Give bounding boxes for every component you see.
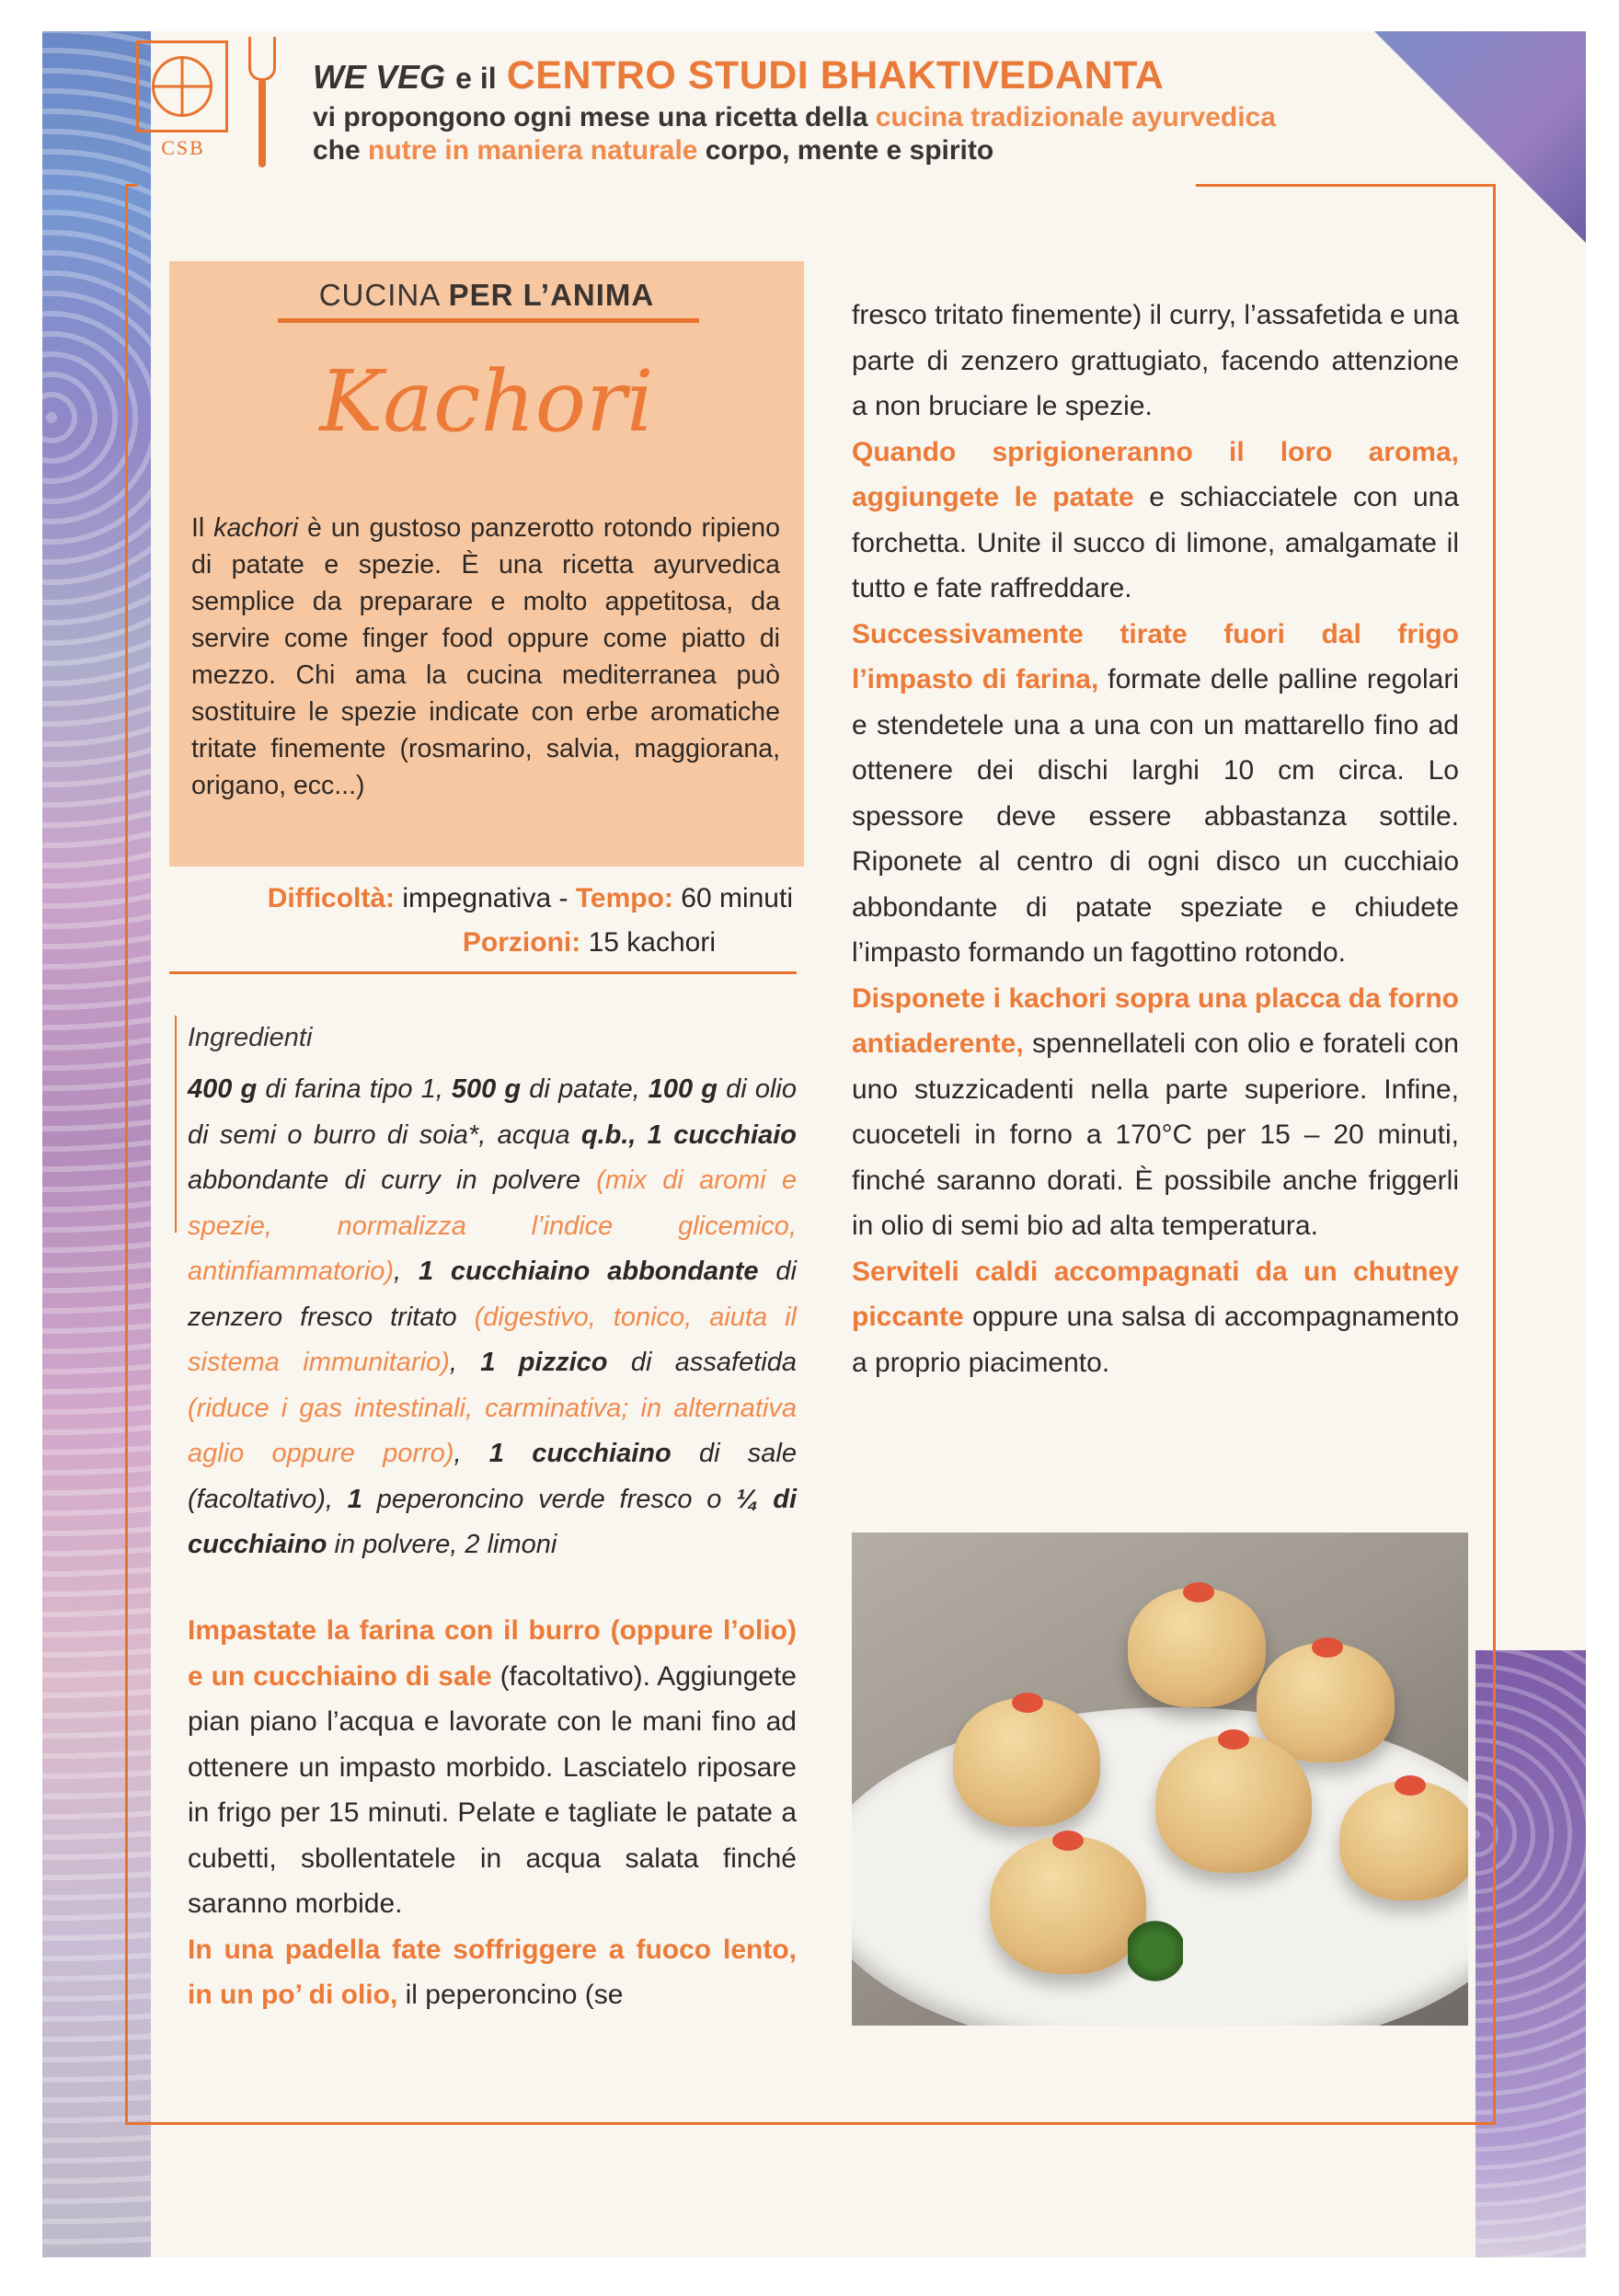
step-heading: Impastate la farina con il burro (oppure l’olio) e un cucchiaino di sale: [188, 1615, 797, 1692]
ingr-part: di farina tipo 1,: [257, 1074, 452, 1104]
intro-body: è un gustoso panzerotto rotondo ripieno di patate e spezie. È una ricetta ayurvedica semplice da preparare e molto appetitosa, da servire come finger food oppure come piatto di mezzo. Chi ama la cucina mediterranea può sostituire le spezie indicate con erbe aromatiche tritate finemente (rosmarino, salvia, maggiorana, origano, ecc...): [191, 513, 781, 800]
header-connector: e il: [455, 62, 497, 95]
step-text: e schiacciatele con una forchetta. Unite il succo di limone, amalgamate il tutto e fate raffreddare.: [852, 482, 1459, 603]
section-underline: [278, 318, 699, 323]
steps-left-column: [188, 1608, 797, 2018]
fork-handle: [258, 79, 266, 167]
kachori-bun: [1339, 1781, 1468, 1900]
ingr-part: 1: [347, 1484, 362, 1514]
step-heading: In una padella fate soffriggere a fuoco lento, in un po’ di olio,: [188, 1934, 797, 2010]
ingr-part: abbondante di curry in polvere: [188, 1165, 597, 1195]
ingredients-title: Ingredienti: [188, 1023, 313, 1052]
header-line2-highlight: cucina tradizionale ayurvedica: [875, 102, 1276, 132]
ingr-part: ¼ di cucchiaino: [188, 1484, 798, 1559]
step-text: spennellateli con olio e forateli con uno stuzzicadenti nella parte superiore. Infine, cuoceteli in forno a 170°C per 15 – 20 minuti, finché saranno dorati. È possibile anche friggerli in olio di semi bio ad alta temperatura.: [852, 1028, 1459, 1241]
step-heading: Successivamente tirate fuori dal frigo l’impasto di farina,: [852, 618, 1459, 695]
header-line2-text: vi propongono ogni mese una ricetta della: [313, 102, 876, 132]
fork-tines: [248, 37, 276, 81]
ingr-part: peperoncino verde fresco o: [362, 1484, 737, 1514]
ingr-part: di patate,: [521, 1074, 649, 1104]
frame-top-left: [125, 184, 138, 187]
ingr-note: (mix di aromi e spezie, normalizza l’indice glicemico, antinfiammatorio): [188, 1165, 797, 1286]
ingr-part: di assafetida: [607, 1348, 798, 1377]
intro-start: Il: [191, 513, 214, 543]
meta-portions: [169, 927, 716, 959]
kachori-bun: [990, 1836, 1146, 1974]
time-label: Tempo:: [575, 883, 673, 913]
step-heading: Disponete i kachori sopra una placca da forno antiaderente,: [852, 982, 1459, 1059]
portions-label: Porzioni:: [462, 927, 581, 958]
difficulty-value: impegnativa -: [395, 883, 576, 913]
ingr-part: ,: [394, 1257, 419, 1286]
header-line3-highlight: nutre in maniera naturale: [368, 135, 698, 166]
header-line3-text: che: [313, 135, 369, 166]
parsley-garnish: [1128, 1919, 1183, 1983]
recipe-title: Kachori: [319, 352, 654, 451]
ingr-part: 400 g: [188, 1074, 258, 1104]
header-title: [313, 53, 1165, 98]
kachori-bun: [1155, 1735, 1312, 1873]
ingredients-list: [188, 1067, 797, 1568]
steps-right-column: [852, 293, 1459, 1385]
ingr-part: q.b., 1 cucchiaio: [580, 1119, 797, 1150]
header-line-2: [313, 101, 1276, 134]
step-heading: Quando sprigioneranno il loro aroma, aggiungete le patate: [852, 436, 1459, 512]
kachori-bun: [953, 1698, 1100, 1827]
meta-divider: [169, 971, 797, 974]
ingr-note: (riduce i gas intestinali, carminativa; in alternativa aglio oppure porro): [188, 1393, 797, 1468]
intro-box: [169, 261, 804, 867]
step-text: fresco tritato finemente) il curry, l’assafetida e una parte di zenzero grattugiato, facendo attenzione a non bruciare le spezie.: [852, 300, 1459, 421]
centro-studi-title: CENTRO STUDI BHAKTIVEDANTA: [506, 53, 1165, 98]
difficulty-label: Difficoltà:: [267, 883, 396, 913]
logo-frame: [136, 40, 228, 132]
section-label: [169, 278, 804, 313]
ingr-part: di sale (facoltativo),: [188, 1439, 797, 1514]
ingr-part: ,: [454, 1439, 489, 1468]
section-label-light: CUCINA: [318, 278, 449, 312]
ingr-part: in polvere, 2 limoni: [327, 1530, 557, 1559]
time-value: 60 minuti: [672, 883, 793, 913]
step-text: oppure una salsa di accompagnamento a proprio piacimento.: [852, 1302, 1459, 1378]
meta-difficulty-time: [169, 883, 793, 914]
section-label-bold: PER L’ANIMA: [448, 278, 655, 312]
ingr-part: 100 g: [648, 1074, 718, 1104]
ingr-part: ,: [449, 1348, 481, 1377]
kachori-photo: [852, 1533, 1468, 2026]
intro-kachori: kachori: [213, 513, 299, 543]
ingr-note: (digestivo, tonico, aiuta il sistema immunitario): [188, 1302, 797, 1377]
step-text: (facoltativo). Aggiungete pian piano l’acqua e lavorate con le mani fino ad ottenere un impasto morbido. Lasciatelo riposare in frigo per 15 minuti. Pelate e tagliate le patate a cubetti, sbollentatele in acqua salata finché saranno morbide.: [188, 1660, 797, 1919]
ingr-part: 1 pizzico: [480, 1348, 608, 1377]
ingredients-side-rule: [175, 1016, 177, 1233]
recipe-intro: [191, 510, 780, 804]
ingr-part: 1 cucchiaino: [488, 1439, 672, 1468]
step-text: il peperoncino (se: [397, 1980, 624, 2010]
csb-logo: [136, 40, 237, 160]
wheel-icon: [152, 56, 212, 117]
ingr-part: 1 cucchiaino abbondante: [418, 1257, 759, 1286]
header-line3-end: corpo, mente e spirito: [697, 135, 994, 166]
header-line-3: [313, 134, 993, 167]
kachori-bun: [1128, 1588, 1266, 1707]
ingr-part: di olio di semi o burro di soia*, acqua: [188, 1074, 797, 1150]
fork-icon: [247, 37, 278, 175]
ingr-part: di zenzero fresco tritato: [188, 1257, 797, 1332]
logo-text: CSB: [161, 136, 205, 159]
we-veg-brand: WE VEG: [313, 58, 446, 96]
step-heading: Serviteli caldi accompagnati da un chutney piccante: [852, 1256, 1459, 1332]
portions-value: 15 kachori: [580, 927, 716, 958]
step-text: formate delle palline regolari e stendetele una a una con un mattarello fino ad ottenere dei dischi larghi 10 cm circa. Lo spessore deve essere abbastanza sottile. Riponete al centro di ogni disco un cucchiaio abbondante di patate speziate e chiudete l’impasto formando un fagottino rotondo.: [852, 664, 1459, 968]
frame-top-right: [1196, 184, 1496, 187]
ingr-part: 500 g: [451, 1074, 522, 1104]
